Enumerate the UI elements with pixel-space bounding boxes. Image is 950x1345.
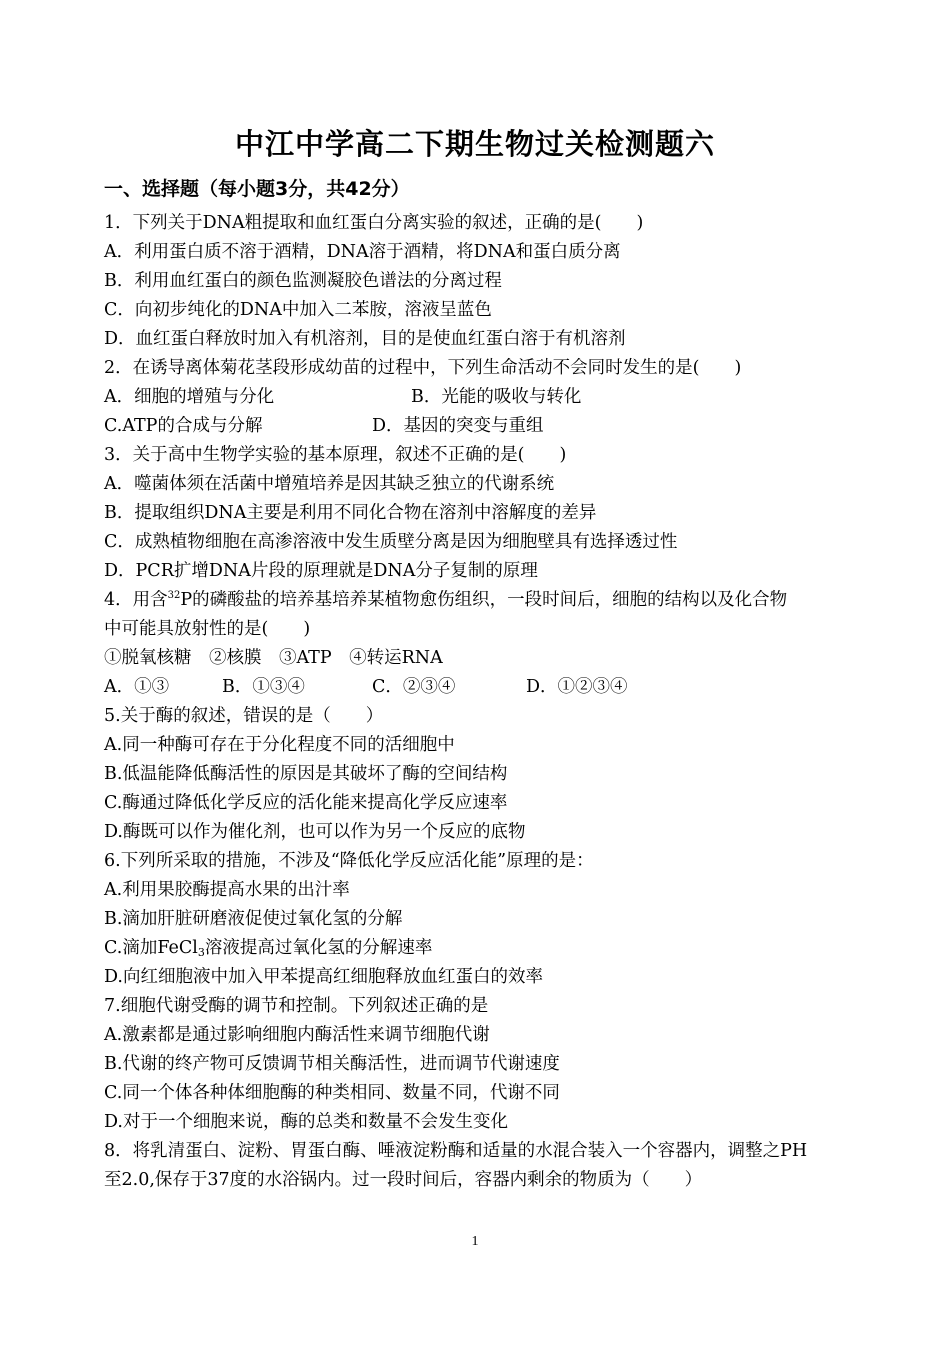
text-line: 3．关于高中生物学实验的基本原理，叙述不正确的是( ) <box>104 445 567 465</box>
option-b: B．光能的吸收与转化 <box>411 387 582 407</box>
q4-rest: P的磷酸盐的培养基培养某植物愈伤组织，一段时间后，细胞的结构以及化合物 <box>180 590 788 610</box>
q4-superscript: 32 <box>167 590 181 601</box>
option-d: D．基因的突变与重组 <box>372 416 544 436</box>
q4-stem-line-2: 中可能具放射性的是( ) <box>104 619 311 639</box>
text-line: B．利用血红蛋白的颜色监测凝胶色谱法的分离过程 <box>104 271 502 291</box>
q4-prefix: 4．用含 <box>104 590 168 610</box>
text-line: C．向初步纯化的DNA中加入二苯胺，溶液呈蓝色 <box>104 300 492 320</box>
text-line: 1．下列关于DNA粗提取和血红蛋白分离实验的叙述，正确的是( ) <box>104 213 644 233</box>
section-heading: 一、选择题（每小题3分，共42分） <box>104 178 410 200</box>
text-line: 8．将乳清蛋白、淀粉、胃蛋白酶、唾液淀粉酶和适量的水混合装入一个容器内，调整之PH <box>104 1141 808 1161</box>
text-line: B．提取组织DNA主要是利用不同化合物在溶剂中溶解度的差异 <box>104 503 597 523</box>
text-line: 6.下列所采取的措施，不涉及“降低化学反应活化能”原理的是： <box>104 851 594 871</box>
text-line: 7.细胞代谢受酶的调节和控制。下列叙述正确的是 <box>104 996 489 1016</box>
q4-stem-line-1 <box>104 586 864 615</box>
option-c: C．②③④ <box>372 677 456 697</box>
q4-items: ①脱氧核糖 ②核膜 ③ATP ④转运RNA <box>104 648 443 668</box>
text-line: D．血红蛋白释放时加入有机溶剂，目的是使血红蛋白溶于有机溶剂 <box>104 329 626 349</box>
q2-options-row-1 <box>104 383 864 412</box>
q2-options-row-2 <box>104 412 864 441</box>
option-b: B．①③④ <box>222 677 305 697</box>
option-c: C.ATP的合成与分解 <box>104 416 263 436</box>
q6c-prefix: C.滴加FeCl <box>104 938 198 958</box>
text-line: 2．在诱导离体菊花茎段形成幼苗的过程中，下列生命活动不会同时发生的是( ) <box>104 358 742 378</box>
text-line: 至2.0,保存于37度的水浴锅内。过一段时间后，容器内剩余的物质为（ ） <box>104 1170 703 1190</box>
text-line: A．利用蛋白质不溶于酒精，DNA溶于酒精，将DNA和蛋白质分离 <box>104 242 621 262</box>
text-line: A.同一种酶可存在于分化程度不同的活细胞中 <box>104 735 455 755</box>
text-line: B.代谢的终产物可反馈调节相关酶活性，进而调节代谢速度 <box>104 1054 560 1074</box>
text-line: A．噬菌体须在活菌中增殖培养是因其缺乏独立的代谢系统 <box>104 474 555 494</box>
text-line: C.酶通过降低化学反应的活化能来提高化学反应速率 <box>104 793 508 813</box>
text-line: B.低温能降低酶活性的原因是其破坏了酶的空间结构 <box>104 764 508 784</box>
text-line: B.滴加肝脏研磨液促使过氧化氢的分解 <box>104 909 403 929</box>
text-line: D.酶既可以作为催化剂，也可以作为另一个反应的底物 <box>104 822 526 842</box>
option-a: A．细胞的增殖与分化 <box>104 387 275 407</box>
q4-options-row <box>104 673 864 702</box>
text-line: A.利用果胶酶提高水果的出汁率 <box>104 880 350 900</box>
text-line: D.向红细胞液中加入甲苯提高红细胞释放血红蛋白的效率 <box>104 967 543 987</box>
text-line: C．成熟植物细胞在高渗溶液中发生质壁分离是因为细胞壁具有选择透过性 <box>104 532 678 552</box>
q6-option-c <box>104 934 864 963</box>
text-line: D.对于一个细胞来说，酶的总类和数量不会发生变化 <box>104 1112 508 1132</box>
option-a: A．①③ <box>104 677 170 697</box>
document-title: 中江中学高二下期生物过关检测题六 <box>234 127 715 161</box>
question-list <box>104 209 864 1195</box>
page-number: 1 <box>471 1234 479 1249</box>
q6c-subscript: 3 <box>197 946 205 959</box>
option-d: D．①②③④ <box>526 677 628 697</box>
text-line: 5.关于酶的叙述，错误的是（ ） <box>104 706 384 726</box>
text-line: A.激素都是通过影响细胞内酶活性来调节细胞代谢 <box>104 1025 490 1045</box>
q6c-rest: 溶液提高过氧化氢的分解速率 <box>204 938 433 958</box>
text-line: D．PCR扩增DNA片段的原理就是DNA分子复制的原理 <box>104 561 538 581</box>
text-line: C.同一个体各种体细胞酶的种类相同、数量不同，代谢不同 <box>104 1083 560 1103</box>
